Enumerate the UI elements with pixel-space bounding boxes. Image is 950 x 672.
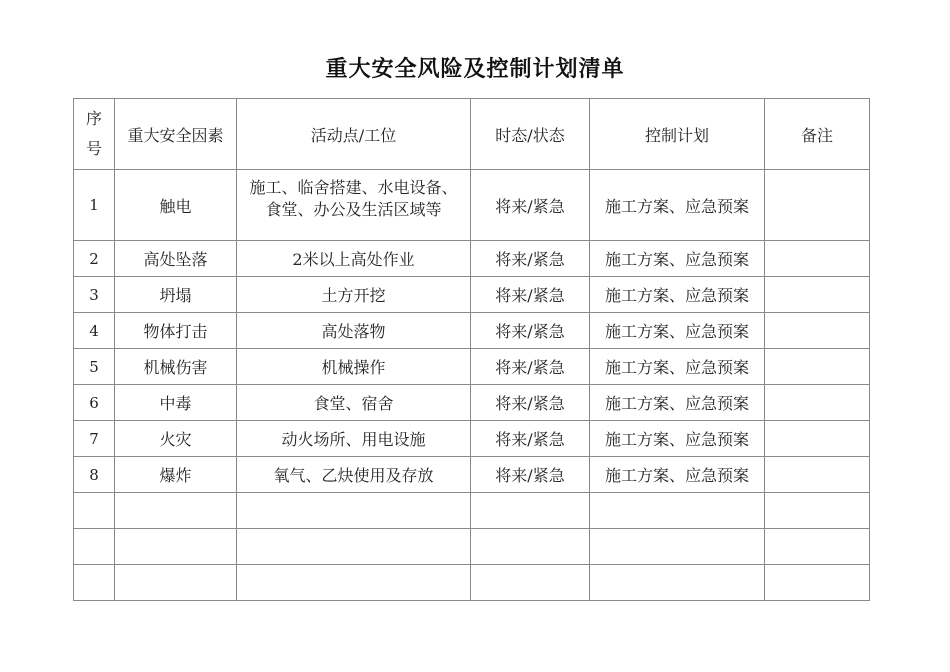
cell-remark — [765, 385, 870, 421]
empty-cell — [471, 493, 590, 529]
header-remarks: 备注 — [765, 99, 870, 170]
cell-plan: 施工方案、应急预案 — [590, 385, 765, 421]
document-title: 重大安全风险及控制计划清单 — [325, 57, 625, 82]
header-activity: 活动点/工位 — [237, 99, 471, 170]
header-risk-factor: 重大安全因素 — [115, 99, 237, 170]
table-header-row — [74, 99, 870, 170]
header-seq-line1: 序 — [85, 109, 102, 128]
cell-remark — [765, 349, 870, 385]
cell-plan: 施工方案、应急预案 — [590, 421, 765, 457]
empty-cell — [471, 529, 590, 565]
cell-activity — [237, 170, 471, 241]
table-row — [74, 385, 870, 421]
empty-cell — [115, 493, 237, 529]
cell-activity: 土方开挖 — [237, 277, 471, 313]
cell-state: 将来/紧急 — [471, 457, 590, 493]
cell-risk: 机械伤害 — [115, 349, 237, 385]
empty-cell — [471, 565, 590, 601]
empty-cell — [765, 493, 870, 529]
cell-seq: 2 — [74, 241, 115, 277]
cell-remark — [765, 277, 870, 313]
cell-activity: 机械操作 — [237, 349, 471, 385]
cell-remark — [765, 457, 870, 493]
cell-seq: 7 — [74, 421, 115, 457]
cell-seq: 6 — [74, 385, 115, 421]
empty-cell — [115, 529, 237, 565]
empty-cell — [590, 529, 765, 565]
cell-remark — [765, 170, 870, 241]
cell-plan: 施工方案、应急预案 — [590, 457, 765, 493]
empty-cell — [590, 493, 765, 529]
empty-cell — [237, 529, 471, 565]
empty-cell — [74, 529, 115, 565]
empty-cell — [765, 529, 870, 565]
cell-activity-text — [237, 175, 470, 235]
risk-control-table — [73, 98, 870, 601]
empty-cell — [237, 565, 471, 601]
cell-state: 将来/紧急 — [471, 313, 590, 349]
cell-risk: 爆炸 — [115, 457, 237, 493]
empty-cell — [590, 565, 765, 601]
cell-state: 将来/紧急 — [471, 277, 590, 313]
cell-risk: 物体打击 — [115, 313, 237, 349]
cell-risk: 高处坠落 — [115, 241, 237, 277]
table-row — [74, 349, 870, 385]
table-row — [74, 277, 870, 313]
cell-activity: 食堂、宿舍 — [237, 385, 471, 421]
cell-state: 将来/紧急 — [471, 421, 590, 457]
cell-remark — [765, 313, 870, 349]
cell-activity: 氧气、乙炔使用及存放 — [237, 457, 471, 493]
cell-seq: 1 — [74, 170, 115, 241]
cell-remark — [765, 241, 870, 277]
header-control-plan: 控制计划 — [590, 99, 765, 170]
empty-cell — [74, 565, 115, 601]
table-row — [74, 313, 870, 349]
cell-seq: 8 — [74, 457, 115, 493]
header-tense-state: 时态/状态 — [471, 99, 590, 170]
cell-risk: 火灾 — [115, 421, 237, 457]
empty-cell — [74, 493, 115, 529]
cell-state: 将来/紧急 — [471, 349, 590, 385]
cell-seq: 5 — [74, 349, 115, 385]
empty-cell — [237, 493, 471, 529]
cell-plan: 施工方案、应急预案 — [590, 277, 765, 313]
cell-state: 将来/紧急 — [471, 170, 590, 241]
cell-seq: 3 — [74, 277, 115, 313]
table-row — [74, 421, 870, 457]
table-row — [74, 457, 870, 493]
empty-row — [74, 565, 870, 601]
cell-plan: 施工方案、应急预案 — [590, 313, 765, 349]
cell-remark — [765, 421, 870, 457]
cell-plan: 施工方案、应急预案 — [590, 241, 765, 277]
empty-cell — [765, 565, 870, 601]
cell-activity: 动火场所、用电设施 — [237, 421, 471, 457]
cell-activity-line1: 施工、临舍搭建、水电设备、 — [249, 178, 458, 197]
empty-row — [74, 493, 870, 529]
cell-state: 将来/紧急 — [471, 241, 590, 277]
cell-risk: 触电 — [115, 170, 237, 241]
cell-state: 将来/紧急 — [471, 385, 590, 421]
header-seq — [74, 99, 115, 170]
cell-plan: 施工方案、应急预案 — [590, 349, 765, 385]
cell-activity: 高处落物 — [237, 313, 471, 349]
cell-seq: 4 — [74, 313, 115, 349]
cell-activity: 2米以上高处作业 — [237, 241, 471, 277]
table-row — [74, 170, 870, 241]
header-seq-line2: 号 — [85, 139, 102, 158]
empty-row — [74, 529, 870, 565]
cell-risk: 坍塌 — [115, 277, 237, 313]
cell-activity-line2: 食堂、办公及生活区域等 — [265, 200, 442, 219]
cell-plan: 施工方案、应急预案 — [590, 170, 765, 241]
empty-cell — [115, 565, 237, 601]
table-row — [74, 241, 870, 277]
cell-risk: 中毒 — [115, 385, 237, 421]
